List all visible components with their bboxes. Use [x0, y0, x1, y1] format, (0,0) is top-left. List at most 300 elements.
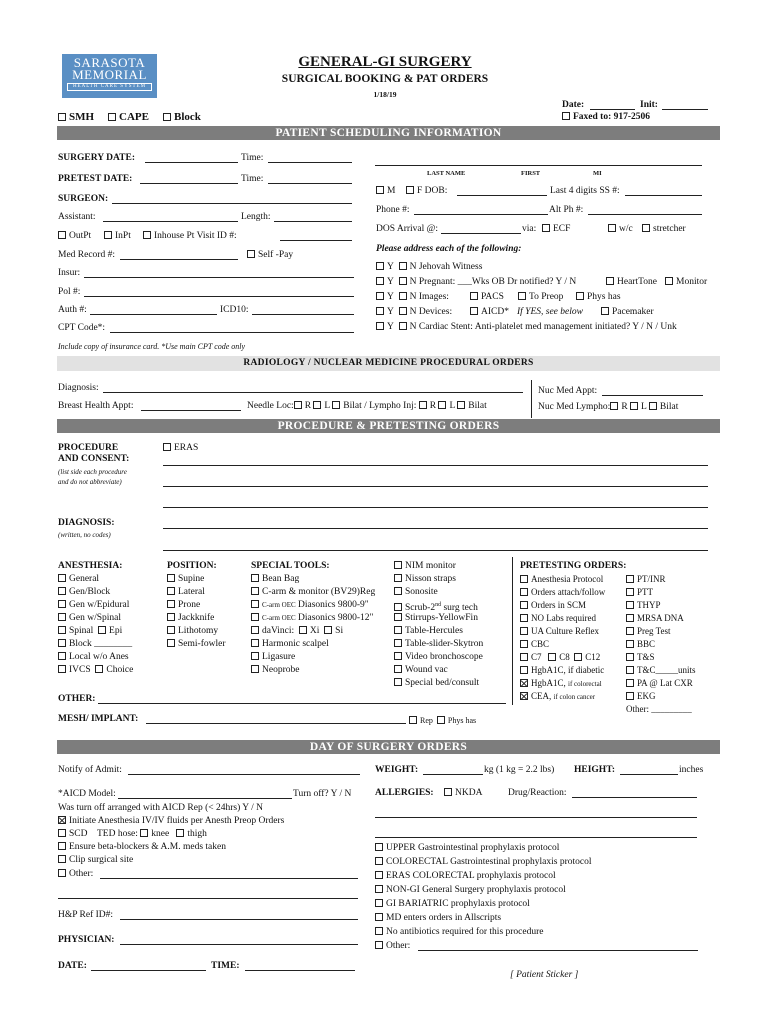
assistant-label: Assistant:	[58, 212, 96, 222]
colorectal-gi-label: COLORECTAL Gastrointestinal prophylaxis protocol	[386, 857, 592, 867]
carm-oec-label: C-arm OEC	[262, 601, 296, 609]
aicd-model-field[interactable]	[118, 798, 292, 799]
other-dos-field-2[interactable]	[58, 898, 358, 899]
section-header-radiology: RADIOLOGY / NUCLEAR MEDICINE PROCEDURAL ORDERS	[57, 356, 720, 371]
images-y-checkbox[interactable]	[376, 292, 384, 300]
nuc-r-checkbox[interactable]	[610, 402, 618, 410]
weight-field[interactable]	[423, 774, 483, 775]
pretest-date-label: PRETEST DATE:	[58, 174, 133, 184]
hgb-colorectal-note: if colorectal	[568, 680, 602, 688]
phys-has-label: Phys has	[587, 292, 621, 302]
physician-label: PHYSICIAN:	[58, 935, 115, 945]
notify-admit-field[interactable]	[128, 774, 360, 775]
diagnosis-line-2[interactable]	[163, 550, 708, 551]
pt-inr-checkbox[interactable]	[626, 575, 634, 583]
init-field[interactable]	[662, 109, 708, 110]
r-label: R	[621, 402, 628, 412]
phys-has-mesh-checkbox[interactable]	[437, 716, 445, 724]
aicd-checkbox[interactable]	[470, 307, 478, 315]
section-header-day-of-surgery: DAY OF SURGERY ORDERS	[57, 740, 720, 754]
scrub-label: Scrub-2	[405, 603, 436, 614]
epi-checkbox[interactable]	[98, 626, 106, 634]
pretesting-divider	[512, 557, 513, 705]
needle-r-checkbox[interactable]	[294, 401, 302, 409]
skytron-checkbox[interactable]	[394, 639, 402, 647]
nkda-checkbox[interactable]	[444, 788, 452, 796]
l-label: L	[324, 401, 330, 411]
initiate-anesthesia-checkbox[interactable]	[58, 816, 66, 824]
lympho-l-checkbox[interactable]	[438, 401, 446, 409]
carm-12-checkbox[interactable]	[251, 613, 259, 621]
tc-checkbox[interactable]	[626, 666, 634, 674]
prone-checkbox[interactable]	[167, 600, 175, 608]
to-preop-label: To Preop	[529, 292, 564, 302]
y-label: Y	[387, 262, 394, 272]
ecf-checkbox[interactable]	[542, 224, 550, 232]
hgb-diabetic-checkbox[interactable]	[520, 666, 528, 674]
patient-name-field[interactable]	[375, 165, 702, 166]
semi-fowler-checkbox[interactable]	[167, 639, 175, 647]
preg-test-label: Preg Test	[637, 626, 671, 636]
surgeon-field[interactable]	[112, 203, 352, 204]
mesh-implant-field[interactable]	[146, 723, 406, 724]
faxed-label: Faxed to: 917-2506	[573, 112, 651, 122]
anes-epidural-checkbox[interactable]	[58, 600, 66, 608]
surgery-time-field[interactable]	[268, 162, 352, 163]
procedure-line-3[interactable]	[163, 507, 708, 508]
needle-l-checkbox[interactable]	[313, 401, 321, 409]
aicd-label: AICD*	[481, 307, 509, 317]
logo-line3: HEALTH CARE SYSTEM	[67, 83, 152, 91]
sonosite-label: Sonosite	[405, 587, 438, 597]
wound-vac-checkbox[interactable]	[394, 665, 402, 673]
cea-note: if colon cancer	[553, 693, 596, 701]
spinal-checkbox[interactable]	[58, 626, 66, 634]
eras-checkbox[interactable]	[163, 443, 171, 451]
form-version-date: 1/18/19	[373, 90, 397, 99]
c7-checkbox[interactable]	[520, 653, 528, 661]
outpt-label: OutPt	[69, 231, 92, 241]
nuc-l-checkbox[interactable]	[630, 402, 638, 410]
icd10-field[interactable]	[252, 314, 354, 315]
stent-y-checkbox[interactable]	[376, 322, 384, 330]
height-label: HEIGHT:	[574, 765, 615, 775]
cea-checkbox[interactable]	[520, 692, 528, 700]
scrub-tech-checkbox[interactable]	[394, 603, 402, 611]
preg-y-checkbox[interactable]	[376, 277, 384, 285]
anes-spinal-gen-label: Gen w/Spinal	[69, 613, 121, 623]
ts-checkbox[interactable]	[626, 653, 634, 661]
block-checkbox[interactable]	[163, 113, 171, 121]
smh-checkbox[interactable]	[58, 113, 66, 121]
other-dos-checkbox[interactable]	[58, 869, 66, 877]
self-pay-checkbox[interactable]	[247, 250, 255, 258]
procedure-label: PROCEDURE	[58, 443, 119, 453]
self-pay-label: Self -Pay	[258, 250, 294, 260]
procedure-line-1[interactable]	[163, 465, 708, 466]
female-checkbox[interactable]	[406, 186, 414, 194]
ivcs-label: IVCS	[69, 665, 91, 675]
wc-checkbox[interactable]	[608, 224, 616, 232]
c8-label: C8	[559, 652, 570, 662]
cardiac-stent-label: N Cardiac Stent: Anti-platelet med management initiated? Y / N / Unk	[409, 322, 677, 332]
dob-field[interactable]	[457, 195, 547, 196]
ligasure-label: Ligasure	[262, 652, 296, 662]
jackknife-label: Jackknife	[178, 613, 215, 623]
alt-phone-label: Alt Ph #:	[549, 205, 584, 215]
devices-label: N Devices:	[409, 307, 453, 317]
orders-attach-checkbox[interactable]	[520, 588, 528, 596]
rep-checkbox[interactable]	[409, 716, 417, 724]
hgb-colorectal-checkbox[interactable]	[520, 679, 528, 687]
anes-protocol-label: Anesthesia Protocol	[531, 574, 604, 584]
lympho-inj-label: / Lympho Inj:	[364, 401, 417, 411]
images-label: N Images:	[409, 292, 449, 302]
allergies-line-2[interactable]	[375, 817, 697, 818]
phone-field[interactable]	[414, 214, 548, 215]
init-label: Init:	[640, 100, 658, 110]
form-subtitle: SURGICAL BOOKING & PAT ORDERS	[281, 73, 489, 85]
preg-n-checkbox[interactable]	[399, 277, 407, 285]
visit-id-field[interactable]	[280, 240, 352, 241]
other-dos-field[interactable]	[100, 878, 358, 879]
icd10-label: ICD10:	[220, 305, 249, 315]
nkda-label: NKDA	[455, 788, 483, 798]
preg-test-checkbox[interactable]	[626, 627, 634, 635]
jehovah-witness-label: N Jehovah Witness	[409, 262, 483, 272]
hp-ref-field[interactable]	[120, 919, 358, 920]
mrsa-checkbox[interactable]	[626, 614, 634, 622]
r-label: R	[429, 401, 437, 411]
hercules-checkbox[interactable]	[394, 626, 402, 634]
diagnosis-note: (written, no codes)	[58, 531, 111, 539]
orders-scm-checkbox[interactable]	[520, 601, 528, 609]
auth-field[interactable]	[90, 314, 217, 315]
male-checkbox[interactable]	[376, 186, 384, 194]
xi-label: Xi	[309, 626, 320, 636]
first-name-caption: FIRST	[521, 170, 541, 177]
physician-field[interactable]	[120, 944, 358, 945]
other-protocol-label: Other:	[386, 941, 411, 951]
stirrups-checkbox[interactable]	[394, 613, 402, 621]
outpt-checkbox[interactable]	[58, 231, 66, 239]
l-label: L	[641, 402, 647, 412]
block-anes-checkbox[interactable]	[58, 639, 66, 647]
mi-caption: MI	[593, 170, 602, 177]
lympho-r-checkbox[interactable]	[419, 401, 427, 409]
to-preop-checkbox[interactable]	[518, 292, 526, 300]
anes-protocol-checkbox[interactable]	[520, 575, 528, 583]
cbc-label: CBC	[531, 639, 550, 649]
pacemaker-label: Pacemaker	[612, 307, 654, 317]
section-header-scheduling: PATIENT SCHEDULING INFORMATION	[57, 126, 720, 140]
sign-time-field[interactable]	[245, 970, 355, 971]
inhouse-checkbox[interactable]	[143, 231, 151, 239]
pregnant-label: N Pregnant: ___Wks OB Dr notified? Y / N	[409, 277, 577, 287]
hearttone-checkbox[interactable]	[606, 277, 614, 285]
video-label: Video bronchoscope	[405, 652, 483, 662]
pt-inr-label: PT/INR	[637, 574, 666, 584]
hearttone-label: HeartTone	[617, 277, 657, 287]
anes-genblock-label: Gen/Block	[69, 587, 111, 597]
lithotomy-checkbox[interactable]	[167, 626, 175, 634]
carm-9-checkbox[interactable]	[251, 600, 259, 608]
hp-ref-label: H&P Ref ID#:	[58, 910, 114, 920]
inhouse-label: Inhouse Pt Visit ID #:	[154, 231, 237, 241]
davinci-checkbox[interactable]	[251, 626, 259, 634]
surgeon-label: SURGEON:	[58, 194, 109, 204]
sign-date-field[interactable]	[91, 970, 206, 971]
wound-vac-label: Wound vac	[405, 665, 448, 675]
upper-gi-label: UPPER Gastrointestinal prophylaxis protocol	[386, 843, 560, 853]
surgery-time-label: Time:	[241, 153, 264, 163]
c7-label: C7	[531, 652, 542, 662]
needle-loc-label: Needle Loc:	[247, 401, 294, 411]
thigh-checkbox[interactable]	[176, 829, 184, 837]
eras-label: ERAS	[174, 443, 199, 453]
harmonic-label: Harmonic scalpel	[262, 639, 329, 649]
y-label: Y	[387, 322, 394, 332]
address-heading: Please address each of the following:	[376, 244, 522, 254]
last-name-caption: LAST NAME	[427, 170, 466, 177]
orders-attach-label: Orders attach/follow	[531, 587, 606, 597]
local-checkbox[interactable]	[58, 652, 66, 660]
length-label: Length:	[241, 212, 271, 222]
special-bed-label: Special bed/consult	[405, 678, 480, 688]
wc-label: w/c	[619, 224, 633, 234]
anes-genblock-checkbox[interactable]	[58, 587, 66, 595]
non-gi-checkbox[interactable]	[375, 885, 383, 893]
kg-label: kg (1 kg = 2.2 lbs)	[484, 765, 555, 775]
pa-cxr-label: PA @ Lat CXR	[637, 678, 693, 688]
drug-reaction-field[interactable]	[572, 797, 697, 798]
y-label: Y	[387, 277, 394, 287]
colorectal-gi-checkbox[interactable]	[375, 857, 383, 865]
jackknife-checkbox[interactable]	[167, 613, 175, 621]
pol-field[interactable]	[84, 296, 354, 297]
carm-checkbox[interactable]	[251, 587, 259, 595]
ekg-checkbox[interactable]	[626, 692, 634, 700]
r-label: R	[304, 401, 312, 411]
orders-scm-label: Orders in SCM	[531, 600, 587, 610]
ua-culture-checkbox[interactable]	[520, 627, 528, 635]
special-bed-checkbox[interactable]	[394, 678, 402, 686]
date-field[interactable]	[590, 109, 635, 110]
no-antibiotics-checkbox[interactable]	[375, 927, 383, 935]
ptt-checkbox[interactable]	[626, 588, 634, 596]
inpt-checkbox[interactable]	[104, 231, 112, 239]
rad-diagnosis-field[interactable]	[103, 392, 523, 393]
sonosite-checkbox[interactable]	[394, 587, 402, 595]
jw-y-checkbox[interactable]	[376, 262, 384, 270]
supine-label: Supine	[178, 574, 205, 584]
supine-checkbox[interactable]	[167, 574, 175, 582]
choice-checkbox[interactable]	[95, 665, 103, 673]
other-field[interactable]	[98, 703, 506, 704]
cape-label: CAPE	[119, 111, 149, 123]
neoprobe-label: Neoprobe	[262, 665, 300, 675]
nim-label: NIM monitor	[405, 561, 456, 571]
l-label: L	[449, 401, 455, 411]
diasonics-12-label: Diasonics 9800-12"	[298, 613, 374, 623]
si-checkbox[interactable]	[324, 626, 332, 634]
radiology-divider	[531, 380, 532, 418]
thyp-checkbox[interactable]	[626, 601, 634, 609]
thyp-label: THYP	[637, 600, 661, 610]
alt-phone-field[interactable]	[588, 214, 702, 215]
block-anes-label: Block ________	[69, 639, 133, 649]
bilat-label: Bilat	[343, 401, 362, 411]
faxed-checkbox[interactable]	[562, 112, 570, 120]
c12-label: C12	[585, 652, 601, 662]
anes-general-label: General	[69, 574, 100, 584]
insur-field[interactable]	[84, 277, 354, 278]
sign-time-label: TIME:	[211, 961, 240, 971]
anes-epidural-label: Gen w/Epidural	[69, 600, 130, 610]
ssn-field[interactable]	[625, 195, 702, 196]
diagnosis-line-1[interactable]	[163, 528, 708, 529]
pretest-date-field[interactable]	[140, 183, 238, 184]
bean-bag-checkbox[interactable]	[251, 574, 259, 582]
monitor-checkbox[interactable]	[665, 277, 673, 285]
choice-label: Choice	[106, 665, 134, 675]
procedure-note-2: and do not abbreviate)	[58, 478, 122, 486]
other-dos-label: Other:	[69, 869, 94, 879]
special-tools-heading: SPECIAL TOOLS:	[251, 561, 330, 571]
c12-checkbox[interactable]	[574, 653, 582, 661]
video-checkbox[interactable]	[394, 652, 402, 660]
needle-bilat-checkbox[interactable]	[332, 401, 340, 409]
hercules-label: Table-Hercules	[405, 626, 463, 636]
jw-n-checkbox[interactable]	[399, 262, 407, 270]
stretcher-label: stretcher	[653, 224, 686, 234]
allergies-line-3[interactable]	[375, 837, 697, 838]
local-label: Local w/o Anes	[69, 652, 129, 662]
ligasure-checkbox[interactable]	[251, 652, 259, 660]
scrub-superscript: nd	[435, 602, 442, 608]
anes-general-checkbox[interactable]	[58, 574, 66, 582]
ivcs-checkbox[interactable]	[58, 665, 66, 673]
other-protocol-checkbox[interactable]	[375, 941, 383, 949]
stretcher-checkbox[interactable]	[642, 224, 650, 232]
no-labs-label: NO Labs required	[531, 613, 596, 623]
lateral-checkbox[interactable]	[167, 587, 175, 595]
images-n-checkbox[interactable]	[399, 292, 407, 300]
pacemaker-checkbox[interactable]	[601, 307, 609, 315]
bilat-label: Bilat	[659, 402, 679, 412]
block-label: Block	[174, 111, 201, 123]
c8-checkbox[interactable]	[548, 653, 556, 661]
surgery-date-field[interactable]	[145, 162, 238, 163]
stent-n-checkbox[interactable]	[399, 322, 407, 330]
med-record-label: Med Record #:	[58, 250, 115, 260]
davinci-label: daVinci:	[262, 626, 295, 636]
nuc-med-appt-field[interactable]	[602, 395, 703, 396]
cbc-checkbox[interactable]	[520, 640, 528, 648]
allergies-label: ALLERGIES:	[375, 788, 434, 798]
insurance-note: Include copy of insurance card. *Use main CPT code only	[58, 342, 246, 351]
turn-off-label: Turn off? Y / N	[293, 789, 352, 799]
neoprobe-checkbox[interactable]	[251, 665, 259, 673]
procedure-line-2[interactable]	[163, 486, 708, 487]
harmonic-checkbox[interactable]	[251, 639, 259, 647]
gi-bariatric-label: GI BARIATRIC prophylaxis protocol	[386, 899, 530, 909]
cape-checkbox[interactable]	[108, 113, 116, 121]
lateral-label: Lateral	[178, 587, 205, 597]
semi-fowler-label: Semi-fowler	[178, 639, 226, 649]
cpt-field[interactable]	[110, 332, 354, 333]
sign-date-label: DATE:	[58, 961, 87, 971]
nuc-med-lympho-label: Nuc Med Lympho:	[538, 402, 611, 412]
scd-checkbox[interactable]	[58, 829, 66, 837]
surgery-date-label: SURGERY DATE:	[58, 153, 135, 163]
thigh-label: thigh	[187, 829, 207, 839]
xi-checkbox[interactable]	[299, 626, 307, 634]
pretest-time-label: Time:	[241, 174, 264, 184]
ekg-label: EKG	[637, 691, 656, 701]
nim-checkbox[interactable]	[394, 561, 402, 569]
beta-blockers-checkbox[interactable]	[58, 842, 66, 850]
hgb-diabetic-label: HgbA1C, if diabetic	[531, 665, 605, 675]
devices-n-checkbox[interactable]	[399, 307, 407, 315]
bbc-checkbox[interactable]	[626, 640, 634, 648]
pacs-checkbox[interactable]	[470, 292, 478, 300]
anes-spinal-gen-checkbox[interactable]	[58, 613, 66, 621]
spinal-label: Spinal	[69, 626, 94, 636]
md-allscripts-checkbox[interactable]	[375, 913, 383, 921]
aicd-model-label: *AICD Model:	[58, 789, 116, 799]
prone-label: Prone	[178, 600, 201, 610]
diasonics-9-label: Diasonics 9800-9"	[298, 600, 369, 610]
eras-colorectal-checkbox[interactable]	[375, 871, 383, 879]
eras-colorectal-label: ERAS COLORECTAL prophylaxis protocol	[386, 871, 556, 881]
pa-cxr-checkbox[interactable]	[626, 679, 634, 687]
nuc-bilat-checkbox[interactable]	[649, 402, 657, 410]
cea-label: CEA,	[531, 691, 552, 701]
other-label: OTHER:	[58, 694, 96, 704]
surg-tech-label: surg tech	[441, 603, 478, 614]
ts-label: T&S	[637, 652, 655, 662]
other-protocol-field[interactable]	[418, 950, 698, 951]
nisson-checkbox[interactable]	[394, 574, 402, 582]
pretest-time-field[interactable]	[268, 183, 352, 184]
upper-gi-checkbox[interactable]	[375, 843, 383, 851]
dos-arrival-field[interactable]	[441, 233, 521, 234]
female-dob-label: F DOB:	[417, 186, 448, 196]
length-field[interactable]	[274, 221, 352, 222]
pacs-label: PACS	[481, 292, 504, 302]
ptt-label: PTT	[637, 587, 654, 597]
devices-y-checkbox[interactable]	[376, 307, 384, 315]
via-label: via:	[522, 224, 537, 234]
date-label: Date:	[562, 100, 585, 110]
knee-checkbox[interactable]	[140, 829, 148, 837]
no-labs-checkbox[interactable]	[520, 614, 528, 622]
clip-site-checkbox[interactable]	[58, 855, 66, 863]
height-field[interactable]	[620, 774, 678, 775]
phys-has-checkbox[interactable]	[576, 292, 584, 300]
logo-line1: SARASOTA	[73, 55, 146, 70]
breast-health-field[interactable]	[141, 410, 241, 411]
ua-culture-label: UA Culture Reflex	[531, 626, 599, 636]
carm-oec-label: C-arm OEC	[262, 614, 296, 622]
beta-blockers-label: Ensure beta-blockers & A.M. meds taken	[69, 842, 226, 852]
assistant-field[interactable]	[103, 221, 238, 222]
diagnosis-label: DIAGNOSIS:	[58, 518, 115, 528]
med-record-field[interactable]	[120, 259, 238, 260]
lympho-bilat-checkbox[interactable]	[457, 401, 465, 409]
gi-bariatric-checkbox[interactable]	[375, 899, 383, 907]
